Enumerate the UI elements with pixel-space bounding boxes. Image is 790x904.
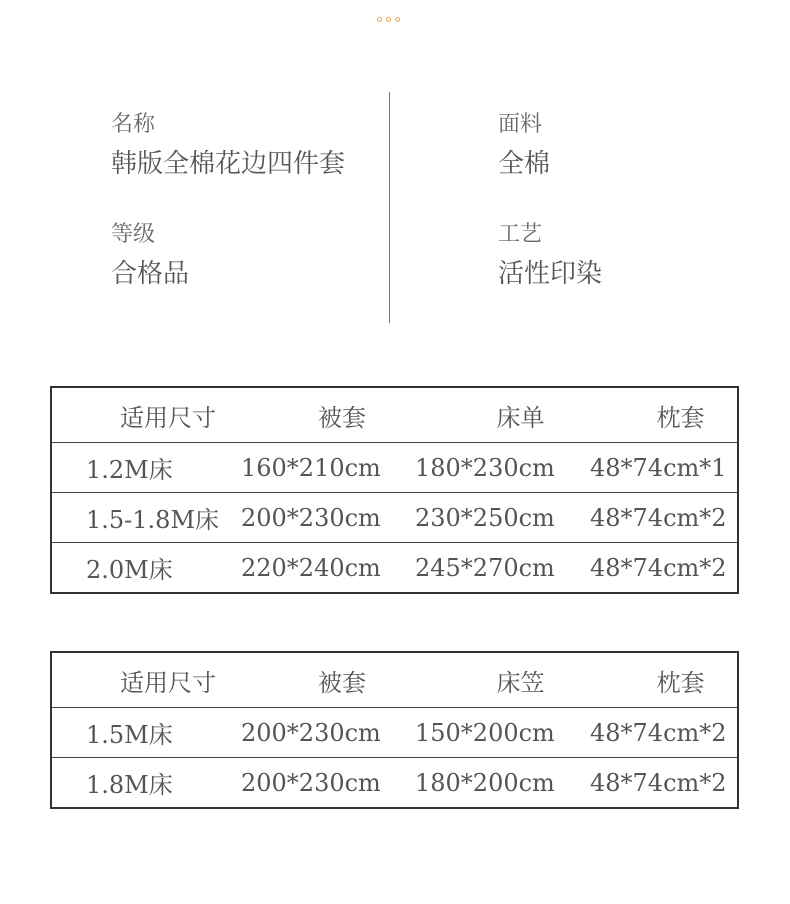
table-cell: 1.8M床 — [86, 771, 173, 799]
table-cell: 1.5-1.8M床 — [51, 493, 239, 543]
table-cell: 48*74cm*1 — [584, 443, 738, 493]
table-cell: 200*230cm — [241, 768, 381, 797]
table-header: 适用尺寸 — [51, 652, 239, 708]
table-cell: 180*200cm — [415, 768, 555, 797]
dot-icon — [386, 17, 391, 22]
spec-name-label: 名称 — [111, 112, 156, 137]
table-cell: 48*74cm*2 — [584, 708, 738, 758]
spec-fabric — [498, 110, 550, 182]
table-cell: 245*270cm — [415, 553, 555, 582]
spec-grade — [111, 220, 189, 292]
table-header: 枕套 — [584, 387, 738, 443]
table-cell: 1.5M床 — [51, 708, 239, 758]
table-cell: 230*250cm — [409, 493, 584, 543]
table-cell: 200*230cm — [239, 708, 409, 758]
table-cell: 180*230cm — [409, 443, 584, 493]
spec-name-value: 韩版全棉花边四件套 — [111, 149, 346, 179]
table-header: 枕套 — [584, 652, 738, 708]
spec-name — [111, 110, 345, 182]
spec-craft — [498, 220, 602, 292]
spec-fabric-value: 全棉 — [498, 149, 551, 179]
decorative-dots — [377, 17, 400, 22]
table-header: 被套 — [239, 652, 409, 708]
table-cell: 2.0M床 — [86, 556, 173, 584]
spec-divider — [389, 92, 390, 323]
table-header: 床单 — [409, 387, 584, 443]
spec-fabric-label: 面料 — [498, 112, 543, 137]
table-header-row — [51, 652, 738, 708]
table-cell: 160*210cm — [239, 443, 409, 493]
table-cell: 150*200cm — [409, 708, 584, 758]
spec-craft-value: 活性印染 — [498, 259, 603, 289]
table-cell: 48*74cm*2 — [590, 768, 727, 797]
table-cell: 48*74cm*2 — [584, 493, 738, 543]
table-cell: 220*240cm — [241, 553, 381, 582]
table-row — [51, 758, 738, 809]
table-row — [51, 493, 738, 543]
table-row — [51, 543, 738, 594]
size-table-flat-sheet — [50, 386, 739, 594]
table-header-row — [51, 387, 738, 443]
table-header: 床笠 — [409, 652, 584, 708]
size-table-fitted-sheet — [50, 651, 739, 809]
table-row — [51, 443, 738, 493]
table-row — [51, 708, 738, 758]
dot-icon — [377, 17, 382, 22]
spec-craft-label: 工艺 — [498, 222, 543, 247]
spec-grade-label: 等级 — [111, 222, 156, 247]
table-header: 被套 — [239, 387, 409, 443]
table-cell: 1.2M床 — [51, 443, 239, 493]
table-cell: 48*74cm*2 — [590, 553, 727, 582]
table-header: 适用尺寸 — [51, 387, 239, 443]
table-cell: 200*230cm — [239, 493, 409, 543]
spec-grade-value: 合格品 — [111, 259, 190, 289]
dot-icon — [395, 17, 400, 22]
